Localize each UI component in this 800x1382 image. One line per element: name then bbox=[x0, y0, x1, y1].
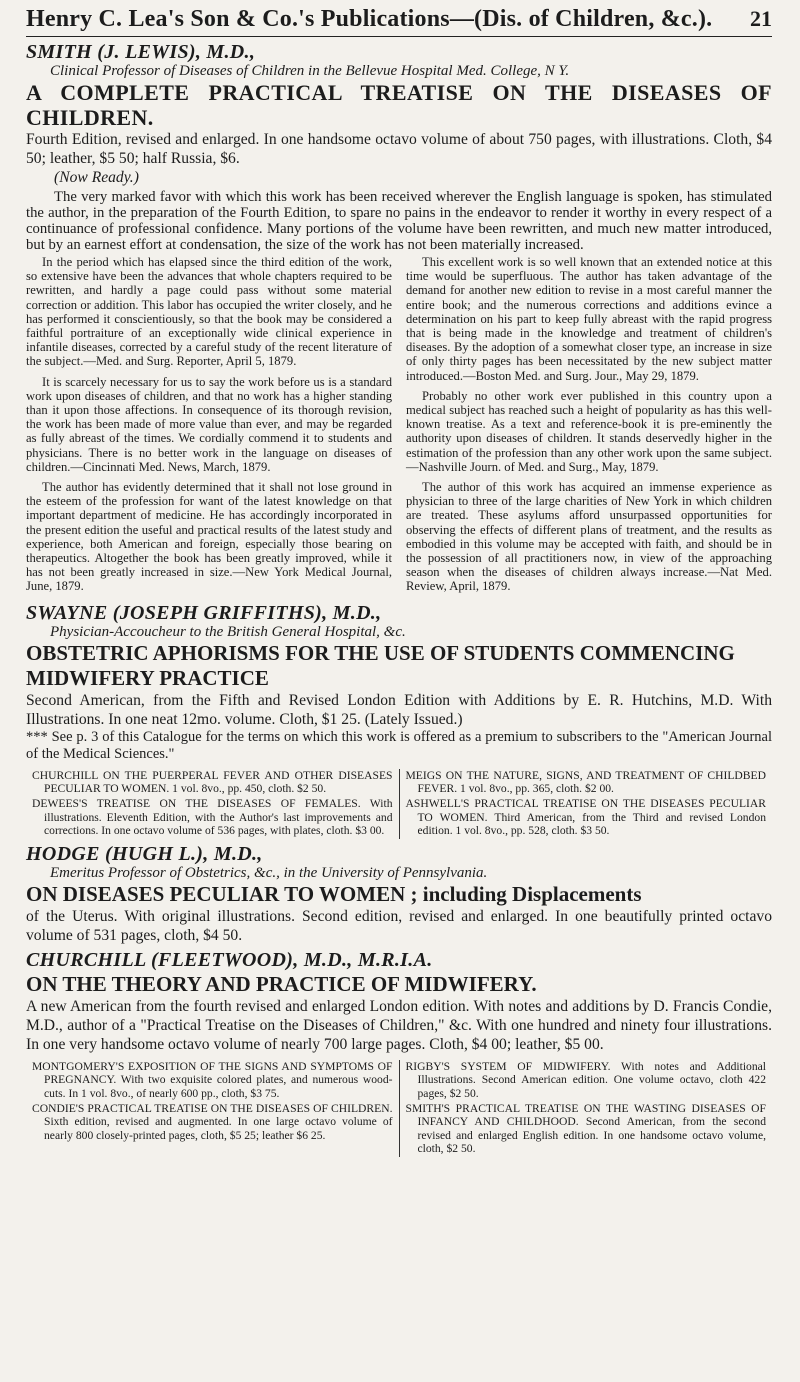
book-title: A COMPLETE PRACTICAL TREATISE ON THE DISEASES OF CHILDREN. bbox=[26, 80, 772, 130]
book-title: OBSTETRIC APHORISMS FOR THE USE OF STUDENTS COMMENCING MIDWIFERY PRACTICE bbox=[26, 640, 735, 690]
author-name: HODGE (HUGH L.), M.D., bbox=[26, 843, 263, 866]
listings-right bbox=[399, 1060, 773, 1157]
review-quote: In the period which has elapsed since the third edition of the work, so extensive have been the advances that whole chapters required to be rewritten, and hardly a page could pass without some material correction or addition. This labor has occupied the writer closely, and he has performed it conscientiously, so that the book may be considered a faithful portraiture of an exceptionally wide clinical experience in infantile diseases, corrected by a careful study of the recent literature of the subject.—Med. and Surg. Reporter, April 5, 1879. bbox=[26, 255, 392, 369]
author-position: Clinical Professor of Diseases of Children in the Bellevue Hospital Med. College, N Y. bbox=[50, 63, 570, 79]
list-item: SMITH'S PRACTICAL TREATISE ON THE WASTING DISEASES OF INFANCY AND CHILDHOOD. Second American, from the second revised and enlarged English edition. In one handsome octavo volume, cloth, $2 50. bbox=[405, 1102, 766, 1155]
list-item: MEIGS ON THE NATURE, SIGNS, AND TREATMENT OF CHILDBED FEVER. 1 vol. 8vo., pp. 365, cloth. $2 00. bbox=[405, 768, 766, 795]
review-quote: This excellent work is so well known that an extended notice at this time would be superfluous. The author has taken advantage of the demand for another new edition to revise in a most careful manner the entire book; and the numerous corrections and additions evince a determination on his part to keep fully abreast with the rapid progress that is being made in the knowledge and treatment of children's diseases. By the adoption of a somewhat closer type, an increase in size of only thirty pages has been necessitated by the new subject matter introduced.—Boston Med. and Surg. Jour., May 29, 1879. bbox=[406, 255, 772, 383]
entry-swayne bbox=[26, 602, 772, 763]
listings-left bbox=[26, 1060, 399, 1157]
reviews-left bbox=[26, 255, 392, 600]
book-title: ON THE THEORY AND PRACTICE OF MIDWIFERY. bbox=[26, 972, 537, 997]
short-listings-2 bbox=[26, 1060, 772, 1157]
book-details: Fourth Edition, revised and enlarged. In one handsome octavo volume of about 750 pages, with illustrations. Cloth, $4 50; leather, $5 50; half Russia, $6. bbox=[26, 131, 772, 167]
review-quote: Probably no other work ever published in this country upon a medical subject has reached such a height of popularity as has this well-known treatise. As a text and reference-book it is pre-eminently the authority upon diseases of children. It stands deservedly higher in the estimation of the profession than any other work upon the same subject.—Nashville Journ. of Med. and Surg., May, 1879. bbox=[406, 388, 772, 474]
short-listings-1 bbox=[26, 769, 772, 839]
book-details: Second American, from the Fifth and Revised London Edition with Additions by E. R. Hutchins, M.D. With Illustrations. In one neat 12mo. volume. Cloth, $1 25. (Lately Issued.) bbox=[26, 691, 772, 728]
entry-hodge bbox=[26, 843, 772, 945]
list-item: MONTGOMERY'S EXPOSITION OF THE SIGNS AND SYMPTOMS OF PREGNANCY. With two exquisite colored plates, and numerous wood-cuts. In 1 vol. 8vo., of nearly 600 pp., cloth, $3 75. bbox=[32, 1060, 393, 1100]
premium-note: *** See p. 3 of this Catalogue for the terms on which this work is offered as a premium to subscribers to the "American Journal of the Medical Sciences." bbox=[26, 728, 772, 762]
list-item: ASHWELL'S PRACTICAL TREATISE ON THE DISEASES PECULIAR TO WOMEN. Third American, from the Third and revised London edition. 1 vol. 8vo., pp. 528, cloth. $3 50. bbox=[405, 797, 766, 837]
page-header bbox=[26, 6, 772, 37]
author-name: SWAYNE (JOSEPH GRIFFITHS), M.D., bbox=[26, 601, 382, 624]
list-item: DEWEES'S TREATISE ON THE DISEASES OF FEMALES. With illustrations. Eleventh Edition, with the Author's last improvements and corrections. In one octavo volume of 536 pages, with plates, cloth. $3 00. bbox=[32, 797, 393, 837]
review-quote: The author has evidently determined that it shall not lose ground in the esteem of the profession for want of the latest knowledge on that important department of medicine. He has accordingly incorporated in the present edition the useful and practical results of the latest study and experience, both American and foreign, especially those bearing on therapeutics. Altogether the book has been greatly improved, while it has not been greatly increased in size.—New York Medical Journal, June, 1879. bbox=[26, 480, 392, 594]
reviews-columns bbox=[26, 255, 772, 600]
book-details: A new American from the fourth revised and enlarged London edition. With notes and additions by D. Francis Condie, M.D., author of a "Practical Treatise on the Diseases of Children," &c. With one hundred and ninety four illustrations. In one very handsome octavo volume of nearly 700 large pages. Cloth, $4 00; leather, $5 00. bbox=[26, 998, 772, 1054]
list-item: CONDIE'S PRACTICAL TREATISE ON THE DISEASES OF CHILDREN. Sixth edition, revised and augmented. In one large octavo volume of nearly 800 closely-printed pages, cloth, $5 25; leather $6 25. bbox=[32, 1102, 393, 1142]
book-title: ON DISEASES PECULIAR TO WOMEN ; including Displacements bbox=[26, 882, 642, 907]
review-quote: The author of this work has acquired an immense experience as physician to three of the large charities of New York in which children are treated. These asylums afford unsurpassed opportunities for observing the effects of different plans of treatment, and the results as embodied in this volume may be accepted with faith, and should be in the possession of all practitioners now, in view of the approaching season when the diseases of children always increase.—Nat Med. Review, April, 1879. bbox=[406, 480, 772, 594]
listings-right bbox=[399, 769, 773, 839]
author-name: CHURCHILL (FLEETWOOD), M.D., M.R.I.A. bbox=[26, 949, 433, 972]
availability-status: (Now Ready.) bbox=[54, 169, 139, 186]
publisher-line: Henry C. Lea's Son & Co.'s Publications—(Dis. of Children, &c.). bbox=[26, 6, 713, 32]
page-number: 21 bbox=[750, 6, 772, 31]
entry-smith bbox=[26, 41, 772, 600]
book-details: of the Uterus. With original illustrations. Second edition, revised and enlarged. In one beautifully printed octavo volume of 531 pages, cloth, $4 50. bbox=[26, 908, 772, 945]
list-item: CHURCHILL ON THE PUERPERAL FEVER AND OTHER DISEASES PECULIAR TO WOMEN. 1 vol. 8vo., pp. 450, cloth. $2 50. bbox=[32, 768, 393, 795]
book-intro: The very marked favor with which this work has been received wherever the English language is spoken, has stimulated the author, in the preparation of the Fourth Edition, to spare no pains in the endeavor to render it worthy in every respect of a continuance of professional confidence. Many portions of the volume have been rewritten, and much new matter introduced, but by an earnest effort at condensation, the size of the work has not been materially increased. bbox=[26, 189, 772, 253]
list-item: RIGBY'S SYSTEM OF MIDWIFERY. With notes and Additional Illustrations. Second American edition. One volume octavo, cloth 422 pages, $2 50. bbox=[405, 1060, 766, 1100]
author-name: SMITH (J. LEWIS), M.D., bbox=[26, 41, 256, 63]
author-position: Emeritus Professor of Obstetrics, &c., in the University of Pennsylvania. bbox=[50, 865, 488, 882]
entry-churchill bbox=[26, 949, 772, 1054]
author-position: Physician-Accoucheur to the British General Hospital, &c. bbox=[50, 623, 406, 640]
reviews-right bbox=[406, 255, 772, 600]
listings-left bbox=[26, 769, 399, 839]
review-quote: It is scarcely necessary for us to say the work before us is a standard work upon diseases of children, and that no work has a higher standing than it upon those affections. In consequence of its thorough revision, the work has been made of more value than ever, and may be regarded as fully abreast of the times. We cordially commend it to students and physicians. There is no better work in the language on diseases of children.—Cincinnati Med. News, March, 1879. bbox=[26, 374, 392, 474]
